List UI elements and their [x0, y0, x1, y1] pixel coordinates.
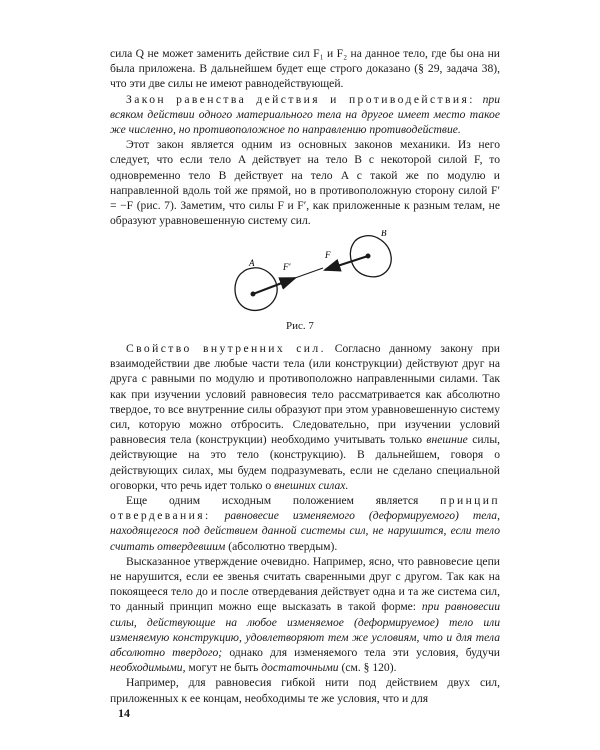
figure-caption: Рис. 7: [286, 320, 314, 332]
figure-two-bodies: [225, 230, 405, 315]
force-f-arrow: [325, 256, 368, 270]
label-b: B: [381, 230, 387, 238]
paragraph-internal-forces: Свойство внутренних сил. Согласно данному закону при взаимодействии две любые части тела (или конструкции) действуют друг на друга с равными по модулю и противоположно направленными силами. Так как при изучении условий равновесия тело рассматривается как абсолютно твердое, то все внутренние силы образуют при этом уравновешенную систему сил, которую можно отбросить. Следовательно, при изучении условий равновесия тела (конструкции) необходимо учитывать только внешние силы, действующие на это тело (конструкцию). В дальнейшем, говоря о действующих силах, мы будем подразумевать, если не сделано специальной оговорки, что речь идет только о внешних силах.: [110, 342, 501, 492]
internal-forces-heading: Свойство внутренних сил.: [126, 342, 326, 355]
body-b-shape: [350, 236, 391, 277]
body-a-shape: [235, 268, 277, 311]
top-text-block: [110, 46, 500, 228]
paragraph-continuation: сила Q не может заменить действие сил F₁ и F₂ на данное тело, где бы она ни была приложена. В дальнейшем будет еще строго доказано (§ 29, задача 38), что эти две силы не имеют равнодействующей.: [110, 47, 500, 91]
paragraph-law: [110, 92, 500, 138]
law-statement: при всяком действии одного материального тела на другое имеет место такое же численно, но противоположное по направлению противодействие.: [110, 92, 500, 137]
interaction-line: [295, 268, 323, 278]
solidification-heading: принцип отвердевания:: [110, 494, 500, 523]
paragraph-flexible-thread: Например, для равновесия гибкой нити под действием двух сил, приложенных к ее концам, необходимы те же условия, что и для: [110, 676, 500, 705]
bottom-text-block: [110, 341, 500, 706]
law-heading: Закон равенства действия и противодействия:: [126, 92, 475, 106]
point-b: [366, 254, 371, 259]
force-f-prime-arrow: [253, 278, 295, 294]
page-number: 14: [118, 706, 130, 720]
paragraph-law-explanation: Этот закон является одним из основных законов механики. Из него следует, что если тело A действует на тело B с некоторой силой F, то одновременно тело B действует на тело A с такой же по модулю и направленной вдоль той же прямой, но в противоположную сторону силой F′ = −F (рис. 7). Заметим, что силы F и F′, как приложенные к разным телам, не образуют уравновешенную систему сил.: [110, 138, 500, 228]
paragraph-solidification: Еще одним исходным положением является принцип отвердевания: равновесие изменяемого (деформируемого) тела, находящегося под действием данной системы сил, не нарушится, если тело считать отвердевшим (абсолютно твердым).: [110, 494, 500, 553]
label-f: F: [325, 250, 331, 260]
label-a: A: [249, 258, 255, 268]
point-a: [251, 292, 256, 297]
label-f-prime: F′: [283, 262, 291, 272]
paragraph-statement-obvious: Высказанное утверждение очевидно. Например, ясно, что равновесие цепи не нарушится, если ее звенья считать сваренными друг с другом. Так как на покоящееся тело до и после отвердевания действует одна и та же система сил, то данный принцип можно еще высказать в такой форме: при равновесии силы, действующие на любое изменяемое (деформируемое) тело или изменяемую конструкцию, удовлетворяют тем же условиям, что и для тела абсолютно твердого; однако для изменяемого тела эти условия, будучи необходимыми, могут не быть достаточными (см. § 120).: [110, 554, 500, 675]
